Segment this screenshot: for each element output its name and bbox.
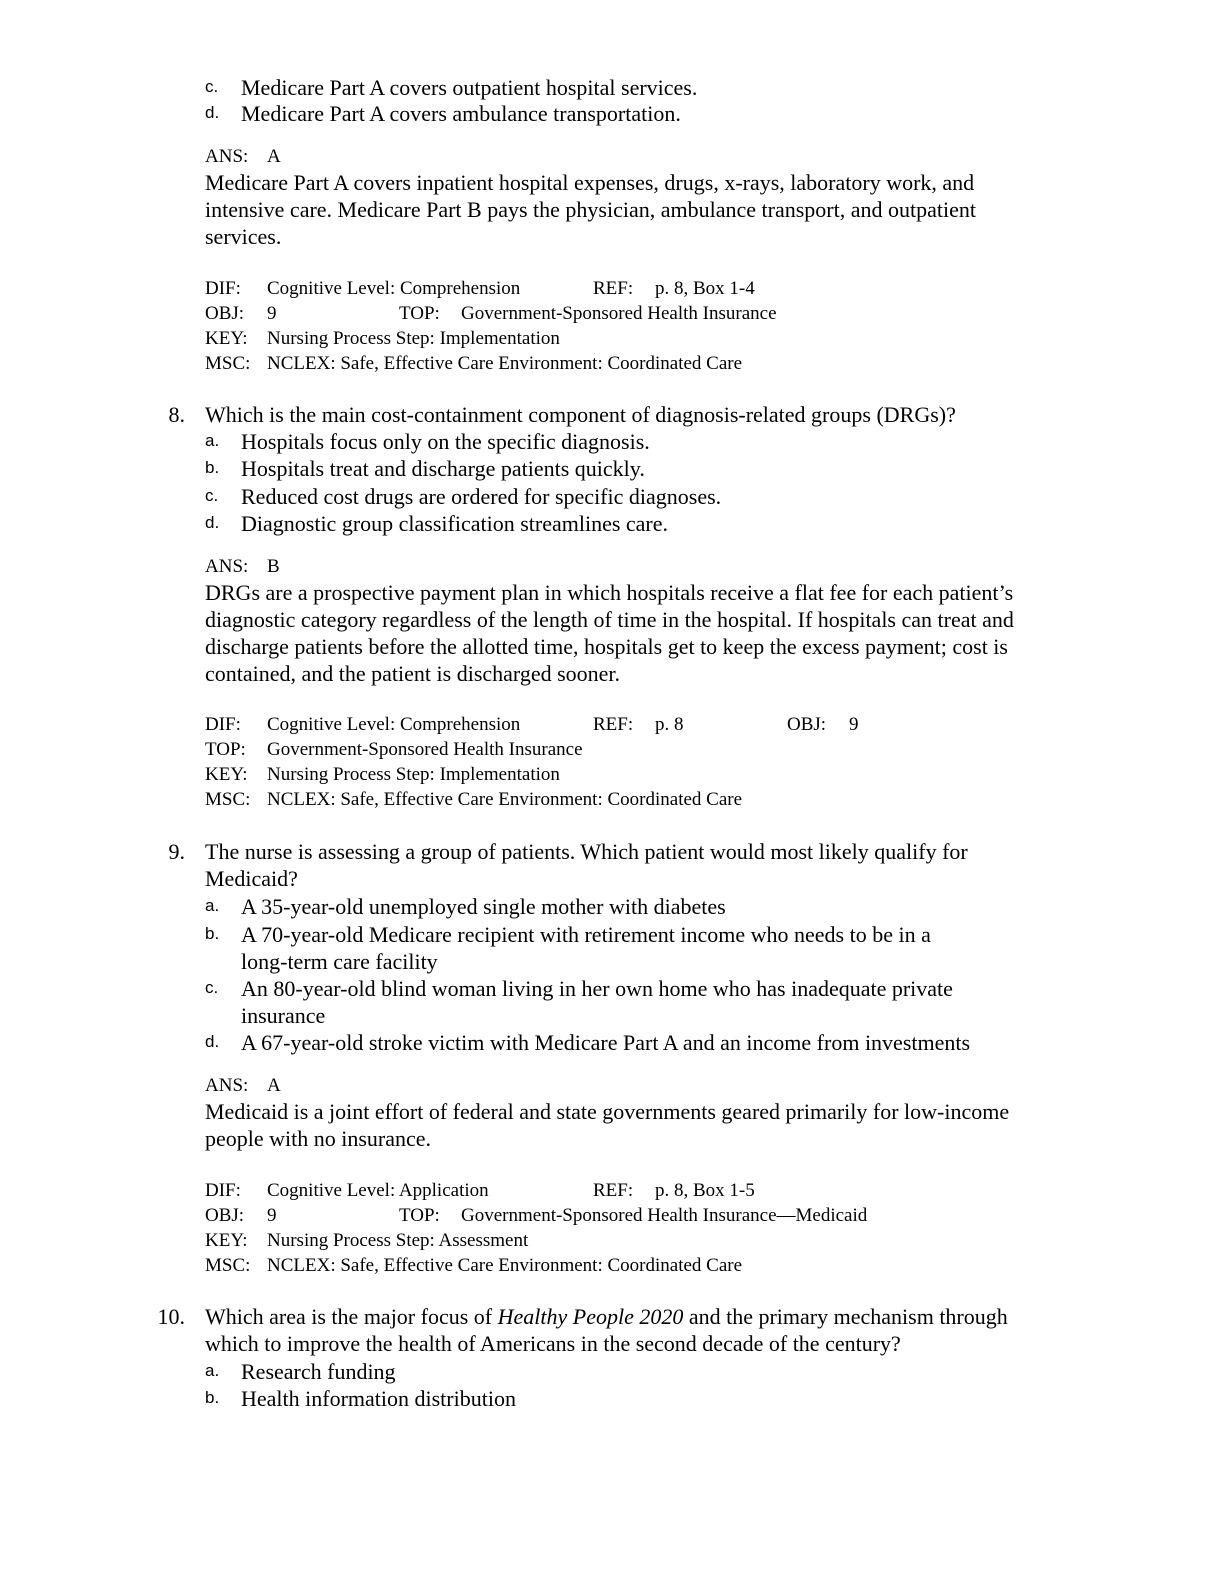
dif-value: Cognitive Level: Comprehension — [267, 278, 521, 299]
obj-value: 9 — [267, 303, 277, 324]
ref-label: REF: — [593, 1180, 634, 1201]
rationale-line: contained, and the patient is discharged sooner. — [205, 661, 621, 686]
option-letter: b. — [205, 924, 220, 943]
top-value: Government-Sponsored Health Insurance—Medicaid — [461, 1205, 868, 1226]
key-value: Nursing Process Step: Assessment — [267, 1230, 529, 1251]
msc-label: MSC: — [205, 1255, 251, 1276]
option-text: Medicare Part A covers outpatient hospital services. — [241, 75, 698, 100]
option-letter: a. — [205, 1361, 220, 1380]
answer-value: A — [267, 1075, 281, 1096]
top-label: TOP: — [205, 739, 246, 760]
dif-label: DIF: — [205, 1180, 241, 1201]
rationale-line: diagnostic category regardless of the length of time in the hospital. If hospitals can treat and — [205, 607, 1014, 632]
top-value: Government-Sponsored Health Insurance — [267, 739, 583, 760]
dif-value: Cognitive Level: Application — [267, 1180, 489, 1201]
option-letter: b. — [205, 1388, 220, 1407]
top-value: Government-Sponsored Health Insurance — [461, 303, 777, 324]
key-label: KEY: — [205, 1230, 248, 1251]
obj-label: OBJ: — [205, 1205, 245, 1226]
msc-value: NCLEX: Safe, Effective Care Environment: Coordinated Care — [267, 353, 743, 374]
msc-value: NCLEX: Safe, Effective Care Environment: Coordinated Care — [267, 789, 743, 810]
option-text: A 67-year-old stroke victim with Medicare Part A and an income from investments — [241, 1030, 971, 1055]
option-text: Hospitals treat and discharge patients quickly. — [241, 456, 645, 481]
option-text: An 80-year-old blind woman living in her own home who has inadequate private — [241, 976, 953, 1001]
option-text: A 35-year-old unemployed single mother with diabetes — [241, 894, 726, 919]
rationale-line: Medicaid is a joint effort of federal and state governments geared primarily for low-income — [205, 1099, 1010, 1124]
option-letter: c. — [205, 77, 219, 96]
question-number: 8. — [168, 402, 185, 427]
msc-value: NCLEX: Safe, Effective Care Environment: Coordinated Care — [267, 1255, 743, 1276]
question-text: The nurse is assessing a group of patients. Which patient would most likely qualify for — [205, 839, 968, 864]
rationale-line: discharge patients before the allotted time, hospitals get to keep the excess payment; cost is — [205, 634, 1008, 659]
option-text: insurance — [241, 1003, 326, 1028]
answer-value: B — [267, 556, 280, 577]
answer-label: ANS: — [205, 556, 249, 577]
option-letter: d. — [205, 1032, 220, 1051]
key-value: Nursing Process Step: Implementation — [267, 764, 560, 785]
rationale-line: DRGs are a prospective payment plan in which hospitals receive a flat fee for each patient’s — [205, 580, 1014, 605]
obj-label: OBJ: — [205, 303, 245, 324]
option-text: Hospitals focus only on the specific diagnosis. — [241, 429, 650, 454]
ref-value: p. 8, Box 1-5 — [655, 1180, 755, 1201]
option-letter: a. — [205, 896, 220, 915]
publication-title: Healthy People 2020 — [497, 1304, 684, 1329]
ref-value: p. 8 — [655, 714, 684, 735]
option-letter: a. — [205, 431, 220, 450]
top-label: TOP: — [399, 303, 440, 324]
rationale-line: Medicare Part A covers inpatient hospital expenses, drugs, x-rays, laboratory work, and — [205, 170, 975, 195]
dif-label: DIF: — [205, 278, 241, 299]
question-number: 10. — [157, 1304, 185, 1329]
obj-value: 9 — [267, 1205, 277, 1226]
question-text: which to improve the health of Americans in the second decade of the century? — [205, 1331, 901, 1356]
option-text: A 70-year-old Medicare recipient with retirement income who needs to be in a — [241, 922, 931, 947]
key-value: Nursing Process Step: Implementation — [267, 328, 560, 349]
option-text: long-term care facility — [241, 949, 438, 974]
ref-label: REF: — [593, 278, 634, 299]
question-number: 9. — [168, 839, 185, 864]
answer-value: A — [267, 146, 281, 167]
key-label: KEY: — [205, 328, 248, 349]
option-letter: b. — [205, 458, 220, 477]
option-text: Diagnostic group classification streamlines care. — [241, 511, 669, 536]
option-letter: d. — [205, 103, 220, 122]
rationale-line: people with no insurance. — [205, 1126, 432, 1151]
ref-label: REF: — [593, 714, 634, 735]
answer-label: ANS: — [205, 146, 249, 167]
dif-label: DIF: — [205, 714, 241, 735]
question-text: Which is the main cost-containment component of diagnosis-related groups (DRGs)? — [205, 402, 956, 427]
obj-label: OBJ: — [787, 714, 827, 735]
option-text: Health information distribution — [241, 1386, 516, 1411]
option-text: Reduced cost drugs are ordered for specific diagnoses. — [241, 484, 722, 509]
top-label: TOP: — [399, 1205, 440, 1226]
question-text — [205, 1303, 1008, 1330]
question-text: Medicaid? — [205, 866, 298, 891]
dif-value: Cognitive Level: Comprehension — [267, 714, 521, 735]
key-label: KEY: — [205, 764, 248, 785]
answer-label: ANS: — [205, 1075, 249, 1096]
msc-label: MSC: — [205, 353, 251, 374]
rationale-line: services. — [205, 224, 282, 249]
rationale-line: intensive care. Medicare Part B pays the physician, ambulance transport, and outpatient — [205, 197, 976, 222]
question-text-part: and the primary mechanism through — [683, 1304, 1008, 1329]
ref-value: p. 8, Box 1-4 — [655, 278, 755, 299]
obj-value: 9 — [849, 714, 859, 735]
option-letter: c. — [205, 486, 219, 505]
option-letter: c. — [205, 978, 219, 997]
option-letter: d. — [205, 513, 220, 532]
option-text: Research funding — [241, 1359, 396, 1384]
option-text: Medicare Part A covers ambulance transportation. — [241, 101, 681, 126]
question-text-part: Which area is the major focus of — [205, 1304, 498, 1329]
msc-label: MSC: — [205, 789, 251, 810]
